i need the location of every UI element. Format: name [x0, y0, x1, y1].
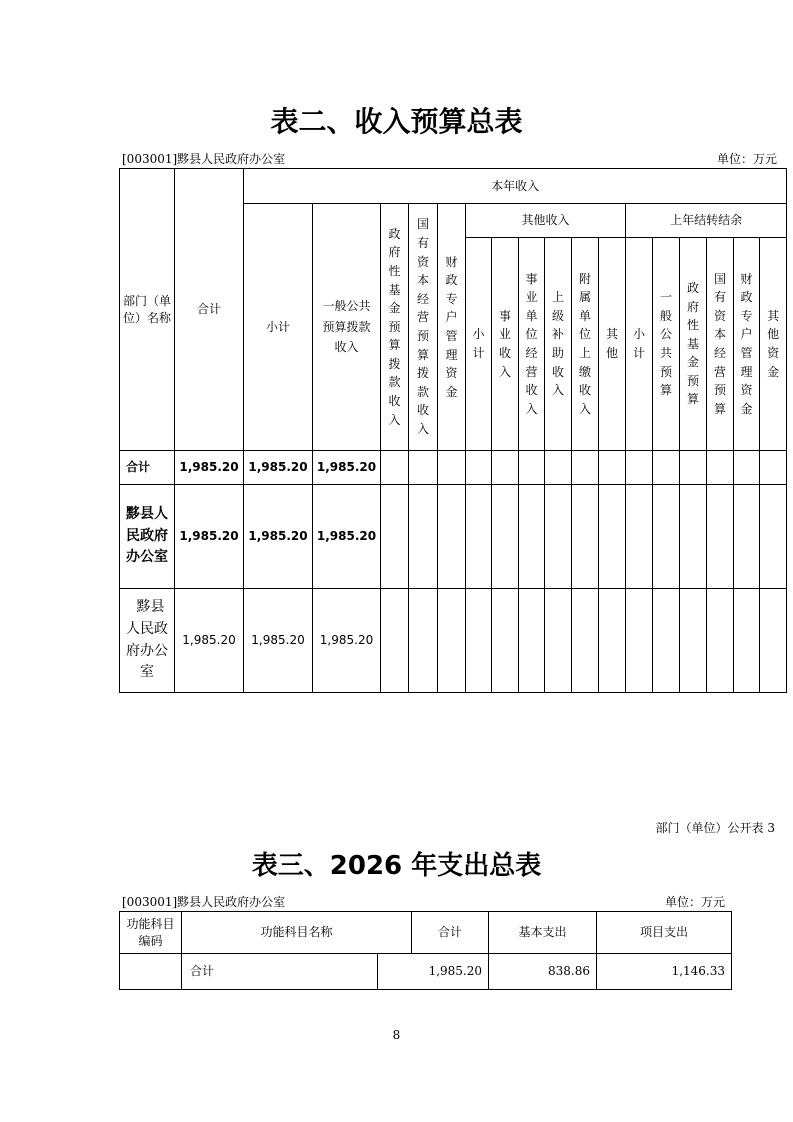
- table3-unit-name: [003001]黟县人民政府办公室: [122, 895, 286, 909]
- row-name: 黟县人民政府办公室: [120, 589, 175, 693]
- table3-unit-label: 单位：万元: [664, 895, 725, 909]
- header-other-subtotal: 小计: [466, 238, 492, 451]
- header-other: 其他: [599, 238, 626, 451]
- header-project: 项目支出: [597, 912, 732, 954]
- table2-title: 表二、收入预算总表: [270, 105, 523, 138]
- header-co-subtotal: 小计: [626, 238, 653, 451]
- header-general-budget: 一般公共预算拨款收入: [313, 204, 381, 451]
- row-general: 1,985.20: [313, 451, 381, 485]
- header-affiliated-income: 附属单位上缴收入: [572, 238, 599, 451]
- row-subtotal: 1,985.20: [244, 451, 313, 485]
- row-basic: 838.86: [489, 954, 597, 990]
- row-total: 1,985.20: [175, 485, 244, 589]
- header-gov-fund: 政府性基金预算拨款收入: [381, 204, 409, 451]
- header-dept: 部门（单位）名称: [120, 169, 175, 451]
- income-budget-table: [119, 168, 787, 693]
- row-general: 1,985.20: [313, 589, 381, 693]
- header-superior-subsidy: 上级补助收入: [545, 238, 572, 451]
- page-number: 8: [392, 1028, 401, 1042]
- header-subtotal: 小计: [244, 204, 313, 451]
- row-name: 合计: [182, 954, 378, 990]
- row-general: 1,985.20: [313, 485, 381, 589]
- header-total: 合计: [175, 169, 244, 451]
- header-code: 功能科目编码: [120, 912, 182, 954]
- header-co-general: 一般公共预算: [653, 238, 680, 451]
- row-subtotal: 1,985.20: [244, 589, 313, 693]
- header-carryover: 上年结转结余: [626, 204, 787, 238]
- row-total: 1,985.20: [175, 451, 244, 485]
- header-co-gov-fund: 政府性基金预算: [680, 238, 707, 451]
- table-row: [120, 451, 787, 485]
- row-subtotal: 1,985.20: [244, 485, 313, 589]
- row-name: 合计: [120, 451, 175, 485]
- expenditure-table: [119, 911, 732, 990]
- table-row: [120, 954, 732, 990]
- public-table-label: 部门（单位）公开表 3: [655, 821, 775, 835]
- table2-unit-label: 单位：万元: [716, 152, 777, 166]
- header-operating-income: 事业单位经营收入: [519, 238, 545, 451]
- table-row: [120, 589, 787, 693]
- header-name: 功能科目名称: [182, 912, 412, 954]
- header-basic: 基本支出: [489, 912, 597, 954]
- header-business-income: 事业收入: [492, 238, 519, 451]
- header-special-fund: 财政专户管理资金: [438, 204, 466, 451]
- header-state-capital: 国有资本经营预算拨款收入: [409, 204, 438, 451]
- table-row: [120, 485, 787, 589]
- row-total: 1,985.20: [175, 589, 244, 693]
- header-co-special-fund: 财政专户管理资金: [734, 238, 760, 451]
- header-current-year: 本年收入: [244, 169, 787, 204]
- header-co-other: 其他资金: [760, 238, 787, 451]
- row-code: [120, 954, 182, 990]
- header-total: 合计: [412, 912, 489, 954]
- header-other-income: 其他收入: [466, 204, 626, 238]
- table3-title: 表三、2026 年支出总表: [251, 851, 542, 881]
- row-name: 黟县人民政府办公室: [120, 485, 175, 589]
- row-project: 1,146.33: [597, 954, 732, 990]
- row-total: 1,985.20: [378, 954, 489, 990]
- table2-unit-name: [003001]黟县人民政府办公室: [122, 152, 286, 166]
- header-co-state-capital: 国有资本经营预算: [707, 238, 734, 451]
